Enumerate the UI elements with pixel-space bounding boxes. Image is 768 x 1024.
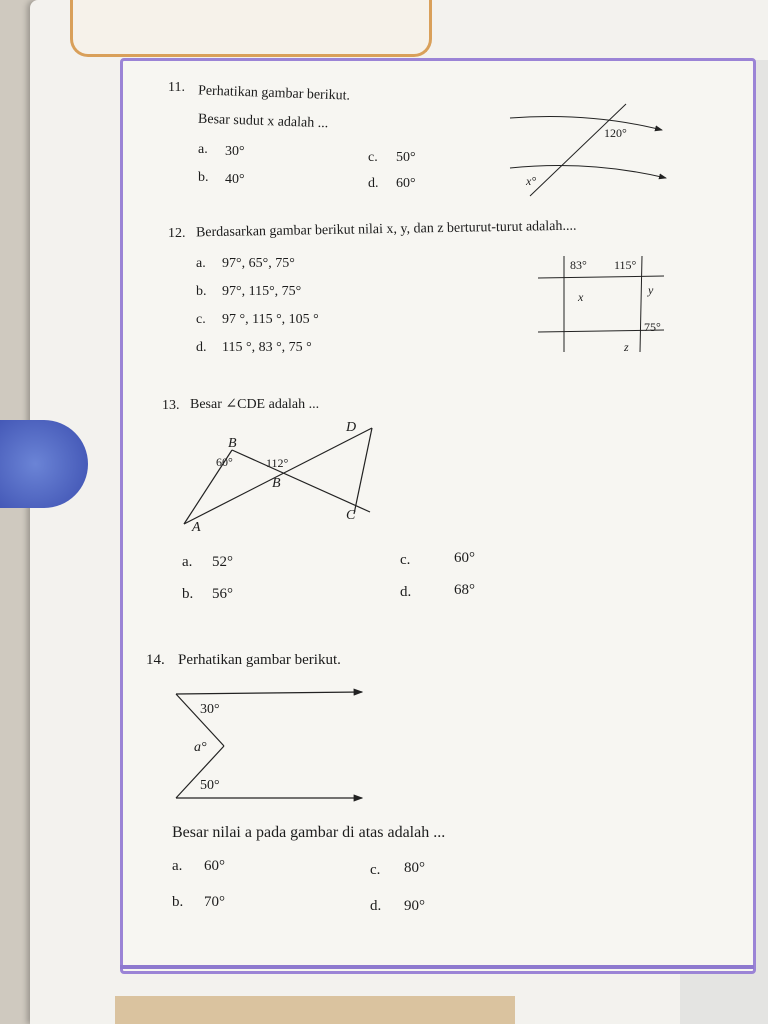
q11-opt-d-value: 60° (396, 176, 416, 191)
q11-opt-c-value: 50° (396, 150, 416, 165)
q13-opt-a-letter: a. (182, 554, 193, 570)
q14-opt-c-letter: c. (370, 862, 381, 878)
q14-fig-a: a° (194, 740, 207, 755)
q13-opt-b-letter: b. (182, 586, 194, 602)
q13-fig-60: 60° (216, 455, 233, 469)
q14-fig-30: 30° (200, 702, 220, 717)
q14-number: 14. (146, 652, 165, 668)
q11-opt-d-letter: d. (368, 176, 379, 191)
q14-fig-50: 50° (200, 778, 220, 793)
q14-figure (176, 692, 362, 798)
q13-fig-C: C (346, 508, 356, 523)
q12-opt-d-value: 115 °, 83 °, 75 ° (222, 340, 312, 355)
q12-opt-b-value: 97°, 115°, 75° (222, 284, 302, 299)
q12-number: 12. (168, 226, 186, 241)
q12-opt-a-value: 97°, 65°, 75° (222, 256, 295, 271)
q13-opt-a-value: 52° (212, 554, 233, 570)
q11-fig-x: x° (526, 174, 537, 188)
q12-fig-115: 115° (614, 258, 637, 272)
q13-fig-112: 112° (266, 456, 289, 470)
q13-text: Besar ∠CDE adalah ... (190, 397, 320, 412)
q14-opt-d-letter: d. (370, 898, 382, 914)
q11-number: 11. (168, 80, 185, 95)
q13-opt-d-letter: d. (400, 584, 412, 600)
q14-opt-d-value: 90° (404, 898, 425, 914)
q12-figure (538, 256, 664, 352)
q14-opt-a-value: 60° (204, 858, 225, 874)
q13-figure (184, 428, 372, 524)
q12-fig-y: y (648, 283, 654, 297)
q13-fig-D: D (346, 420, 357, 435)
q14-opt-a-letter: a. (172, 858, 183, 874)
q14-opt-b-value: 70° (204, 894, 225, 910)
q13-fig-A: A (192, 520, 201, 535)
q14-opt-c-value: 80° (404, 860, 425, 876)
q13-opt-b-value: 56° (212, 586, 233, 602)
q13-number: 13. (162, 398, 180, 413)
q12-fig-x: x (578, 290, 584, 304)
q12-fig-75: 75° (644, 320, 661, 334)
q11-figure (510, 104, 666, 196)
q11-question: Besar sudut x adalah ... (197, 111, 329, 132)
q12-opt-c-letter: c. (196, 312, 206, 327)
q13-opt-c-value: 60° (454, 550, 475, 566)
q12-fig-z: z (624, 340, 629, 354)
q13-opt-c-letter: c. (400, 552, 411, 568)
q12-opt-a-letter: a. (196, 256, 206, 271)
q12-text: Berdasarkan gambar berikut nilai x, y, dan z berturut-turut adalah.... (195, 218, 577, 241)
q11-opt-a-value: 30° (225, 144, 245, 159)
q11-opt-b-value: 40° (225, 172, 245, 187)
q11-opt-a-letter: a. (198, 142, 208, 157)
q14-text: Perhatikan gambar berikut. (178, 652, 341, 668)
q13-fig-B: B (272, 476, 281, 491)
q12-opt-b-letter: b. (196, 284, 207, 299)
q11-opt-c-letter: c. (368, 150, 378, 165)
q11-fig-120: 120° (604, 126, 627, 140)
q11-opt-b-letter: b. (198, 170, 209, 185)
q12-opt-d-letter: d. (196, 340, 207, 355)
q13-fig-B-top: B (228, 436, 237, 451)
q12-fig-83: 83° (570, 258, 587, 272)
q14-question: Besar nilai a pada gambar di atas adalah ... (172, 824, 446, 841)
q13-opt-d-value: 68° (454, 582, 475, 598)
q11-text: Perhatikan gambar berikut. (197, 83, 351, 104)
q12-opt-c-value: 97 °, 115 °, 105 ° (222, 312, 319, 327)
q14-opt-b-letter: b. (172, 894, 184, 910)
